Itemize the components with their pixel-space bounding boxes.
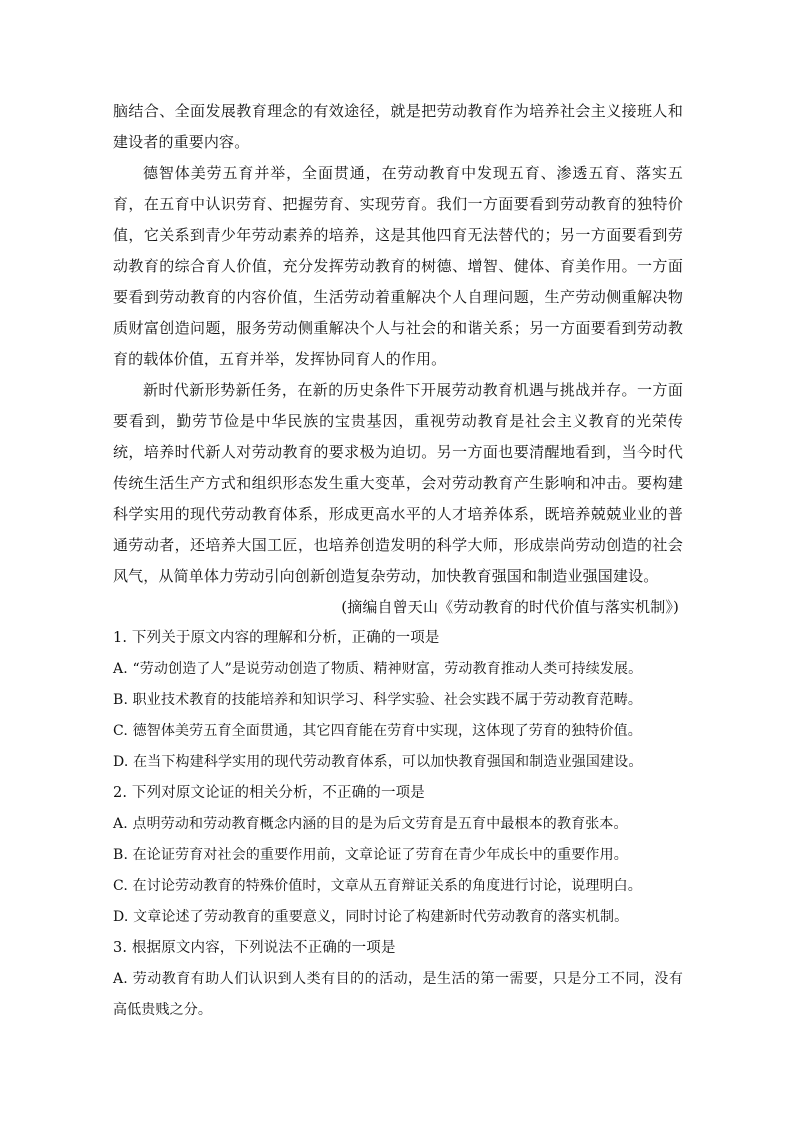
source-citation: (摘编自曾天山《劳动教育的时代价值与落实机制》): [341, 598, 679, 616]
article-body: [113, 96, 683, 1026]
paragraph-3: 新时代新形势新任务，在新的历史条件下开展劳动教育机遇与挑战并存。一方面要看到，勤劳节俭是中华民族的宝贵基因，重视劳动教育是社会主义教育的光荣传统，培养时代新人对劳动教育的要求极为迫切。另一方面也要清醒地看到，当今时代传统生活生产方式和组织形态发生重大变革，会对劳动教育产生影响和冲击。要构建科学实用的现代劳动教育体系，形成更高水平的人才培养体系，既培养兢兢业业的普通劳动者，还培养大国工匠，也培养创造发明的科学大师，形成崇尚劳动创造的社会风气，从简单体力劳动引向创新创造复杂劳动，加快教育强国和制造业强国建设。: [113, 381, 683, 585]
question-1-option-b: B. 职业技术教育的技能培养和知识学习、科学实验、社会实践不属于劳动教育范畴。: [113, 692, 643, 708]
question-1-option-a: A. “劳动创造了人”是说劳动创造了物质、精神财富，劳动教育推动人类可持续发展。: [113, 661, 643, 677]
question-1-option-d: D. 在当下构建科学实用的现代劳动教育体系，可以加快教育强国和制造业强国建设。: [113, 754, 643, 770]
question-2-option-b: B. 在论证劳育对社会的重要作用前，文章论证了劳育在青少年成长中的重要作用。: [113, 847, 628, 863]
question-3-option-a: A. 劳动教育有助人们认识到人类有目的的活动，是生活的第一需要，只是分工不同，没有高低贵贱之分。: [113, 971, 683, 1018]
question-1-option-c: C. 德智体美劳五育全面贯通，其它四育能在劳育中实现，这体现了劳育的独特价值。: [113, 723, 642, 739]
paragraph-2: 德智体美劳五育并举，全面贯通，在劳动教育中发现五育、渗透五育、落实五育，在五育中认识劳育、把握劳育、实现劳育。我们一方面要看到劳动教育的独特价值，它关系到青少年劳动素养的培养，这是其他四育无法替代的；另一方面要看到劳动教育的综合育人价值，充分发挥劳动教育的树德、增智、健体、育美作用。一方面要看到劳动教育的内容价值，生活劳动着重解决个人自理问题，生产劳动侧重解决物质财富创造问题，服务劳动侧重解决个人与社会的和谐关系；另一方面要看到劳动教育的载体价值，五育并举，发挥协同育人的作用。: [113, 164, 683, 368]
question-2-stem: 2. 下列对原文论证的相关分析，不正确的一项是: [113, 785, 425, 801]
question-1-stem: 1. 下列关于原文内容的理解和分析，正确的一项是: [113, 630, 440, 646]
question-2-option-c: C. 在讨论劳动教育的特殊价值时，文章从五育辩证关系的角度进行讨论，说理明白。: [113, 878, 642, 894]
question-2-option-d: D. 文章论述了劳动教育的重要意义，同时讨论了构建新时代劳动教育的落实机制。: [113, 909, 629, 925]
paragraph-1: 脑结合、全面发展教育理念的有效途径，就是把劳动教育作为培养社会主义接班人和建设者的重要内容。: [113, 102, 683, 151]
question-3-stem: 3. 根据原文内容，下列说法不正确的一项是: [113, 940, 396, 956]
question-2-option-a: A. 点明劳动和劳动教育概念内涵的目的是为后文劳育是五育中最根本的教育张本。: [113, 816, 628, 832]
